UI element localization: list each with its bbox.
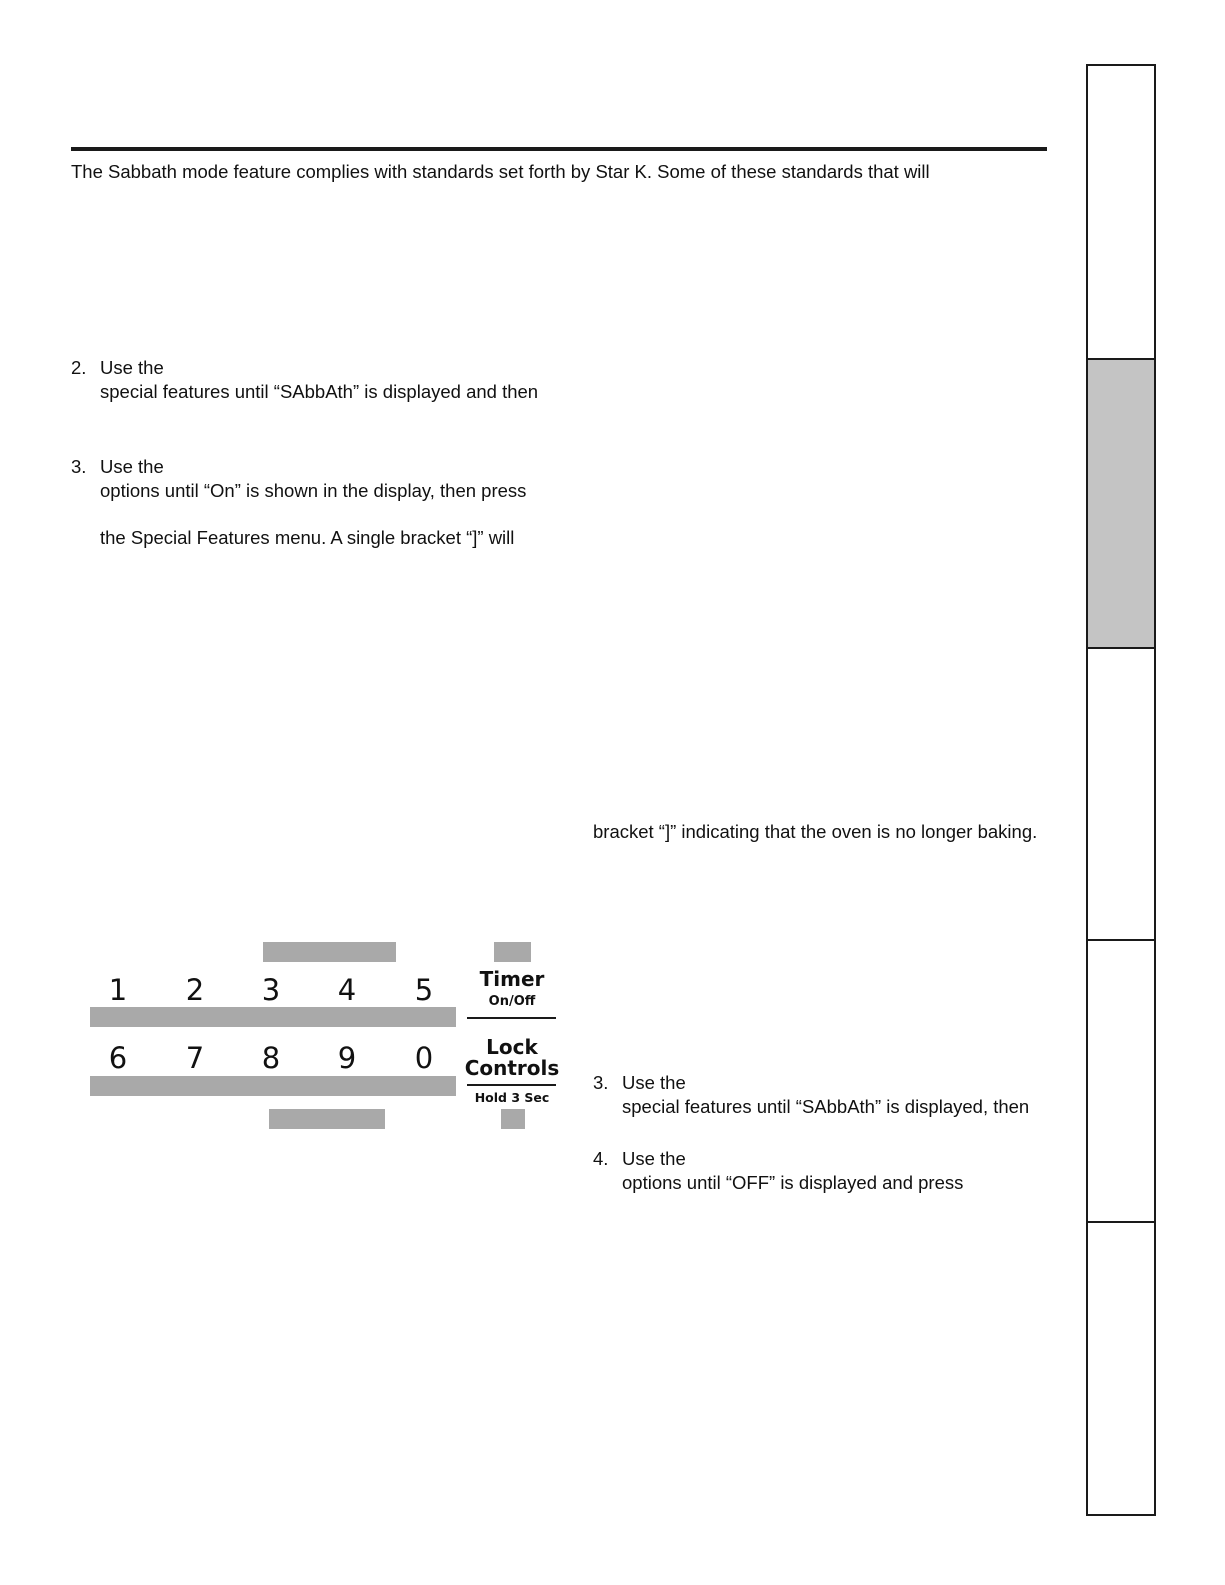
side-tab-4[interactable]	[1088, 939, 1154, 1222]
keypad-key-5: 5	[414, 973, 434, 1007]
step-text-line: Use the	[622, 1148, 686, 1169]
keypad-key-4: 4	[337, 973, 357, 1007]
side-section-tabs	[1086, 64, 1156, 1516]
step-text-line: Use the	[100, 357, 164, 378]
side-tab-1[interactable]	[1088, 66, 1154, 359]
timer-key-rule	[467, 1017, 556, 1019]
lock-key-title-line1: Lock	[486, 1035, 538, 1059]
keypad-key-8: 8	[261, 1041, 281, 1075]
keypad-key-7: 7	[185, 1041, 205, 1075]
intro-text: The Sabbath mode feature complies with standards set forth by Star K. Some of these standards that will	[71, 161, 930, 182]
keypad-key-9: 9	[337, 1041, 357, 1075]
timer-key-title: Timer	[479, 967, 545, 991]
step-text-line: options until “OFF” is displayed and press	[622, 1172, 964, 1193]
lock-key-sub: Hold 3 Sec	[474, 1090, 550, 1105]
keypad-key-6: 6	[108, 1041, 128, 1075]
step-number: 3.	[71, 456, 87, 477]
step-text-line: special features until “SAbbAth” is displayed and then	[100, 381, 539, 402]
highlight-bar-row1	[90, 1007, 456, 1027]
side-tab-5[interactable]	[1088, 1221, 1154, 1514]
keypad-key-3: 3	[261, 973, 281, 1007]
step-text-line: Use the	[100, 456, 164, 477]
timer-key-sub: On/Off	[488, 994, 536, 1009]
step-text-line: special features until “SAbbAth” is displayed, then	[622, 1096, 1030, 1117]
highlight-bar-top-timer	[494, 942, 531, 962]
lock-key-rule	[467, 1084, 556, 1086]
side-tab-2-active[interactable]	[1088, 358, 1154, 648]
step-text-line: options until “On” is shown in the display, then press	[100, 480, 527, 501]
highlight-bar-bottom-digits	[269, 1109, 385, 1129]
side-tab-3[interactable]	[1088, 647, 1154, 940]
step-number: 3.	[593, 1072, 609, 1093]
header-rule	[71, 147, 1047, 151]
highlight-bar-bottom-lock	[501, 1109, 525, 1129]
step-number: 4.	[593, 1148, 609, 1169]
keypad-key-2: 2	[185, 973, 205, 1007]
step-text-line: the Special Features menu. A single bracket “]” will	[100, 527, 515, 548]
keypad-key-0: 0	[414, 1041, 434, 1075]
keypad-key-1: 1	[108, 973, 128, 1007]
bracket-text: bracket “]” indicating that the oven is no longer baking.	[593, 821, 1038, 842]
step-number: 2.	[71, 357, 87, 378]
step-text-line: Use the	[622, 1072, 686, 1093]
highlight-bar-row2	[90, 1076, 456, 1096]
lock-key-title-line2: Controls	[464, 1056, 560, 1080]
highlight-bar-top-digits	[263, 942, 396, 962]
